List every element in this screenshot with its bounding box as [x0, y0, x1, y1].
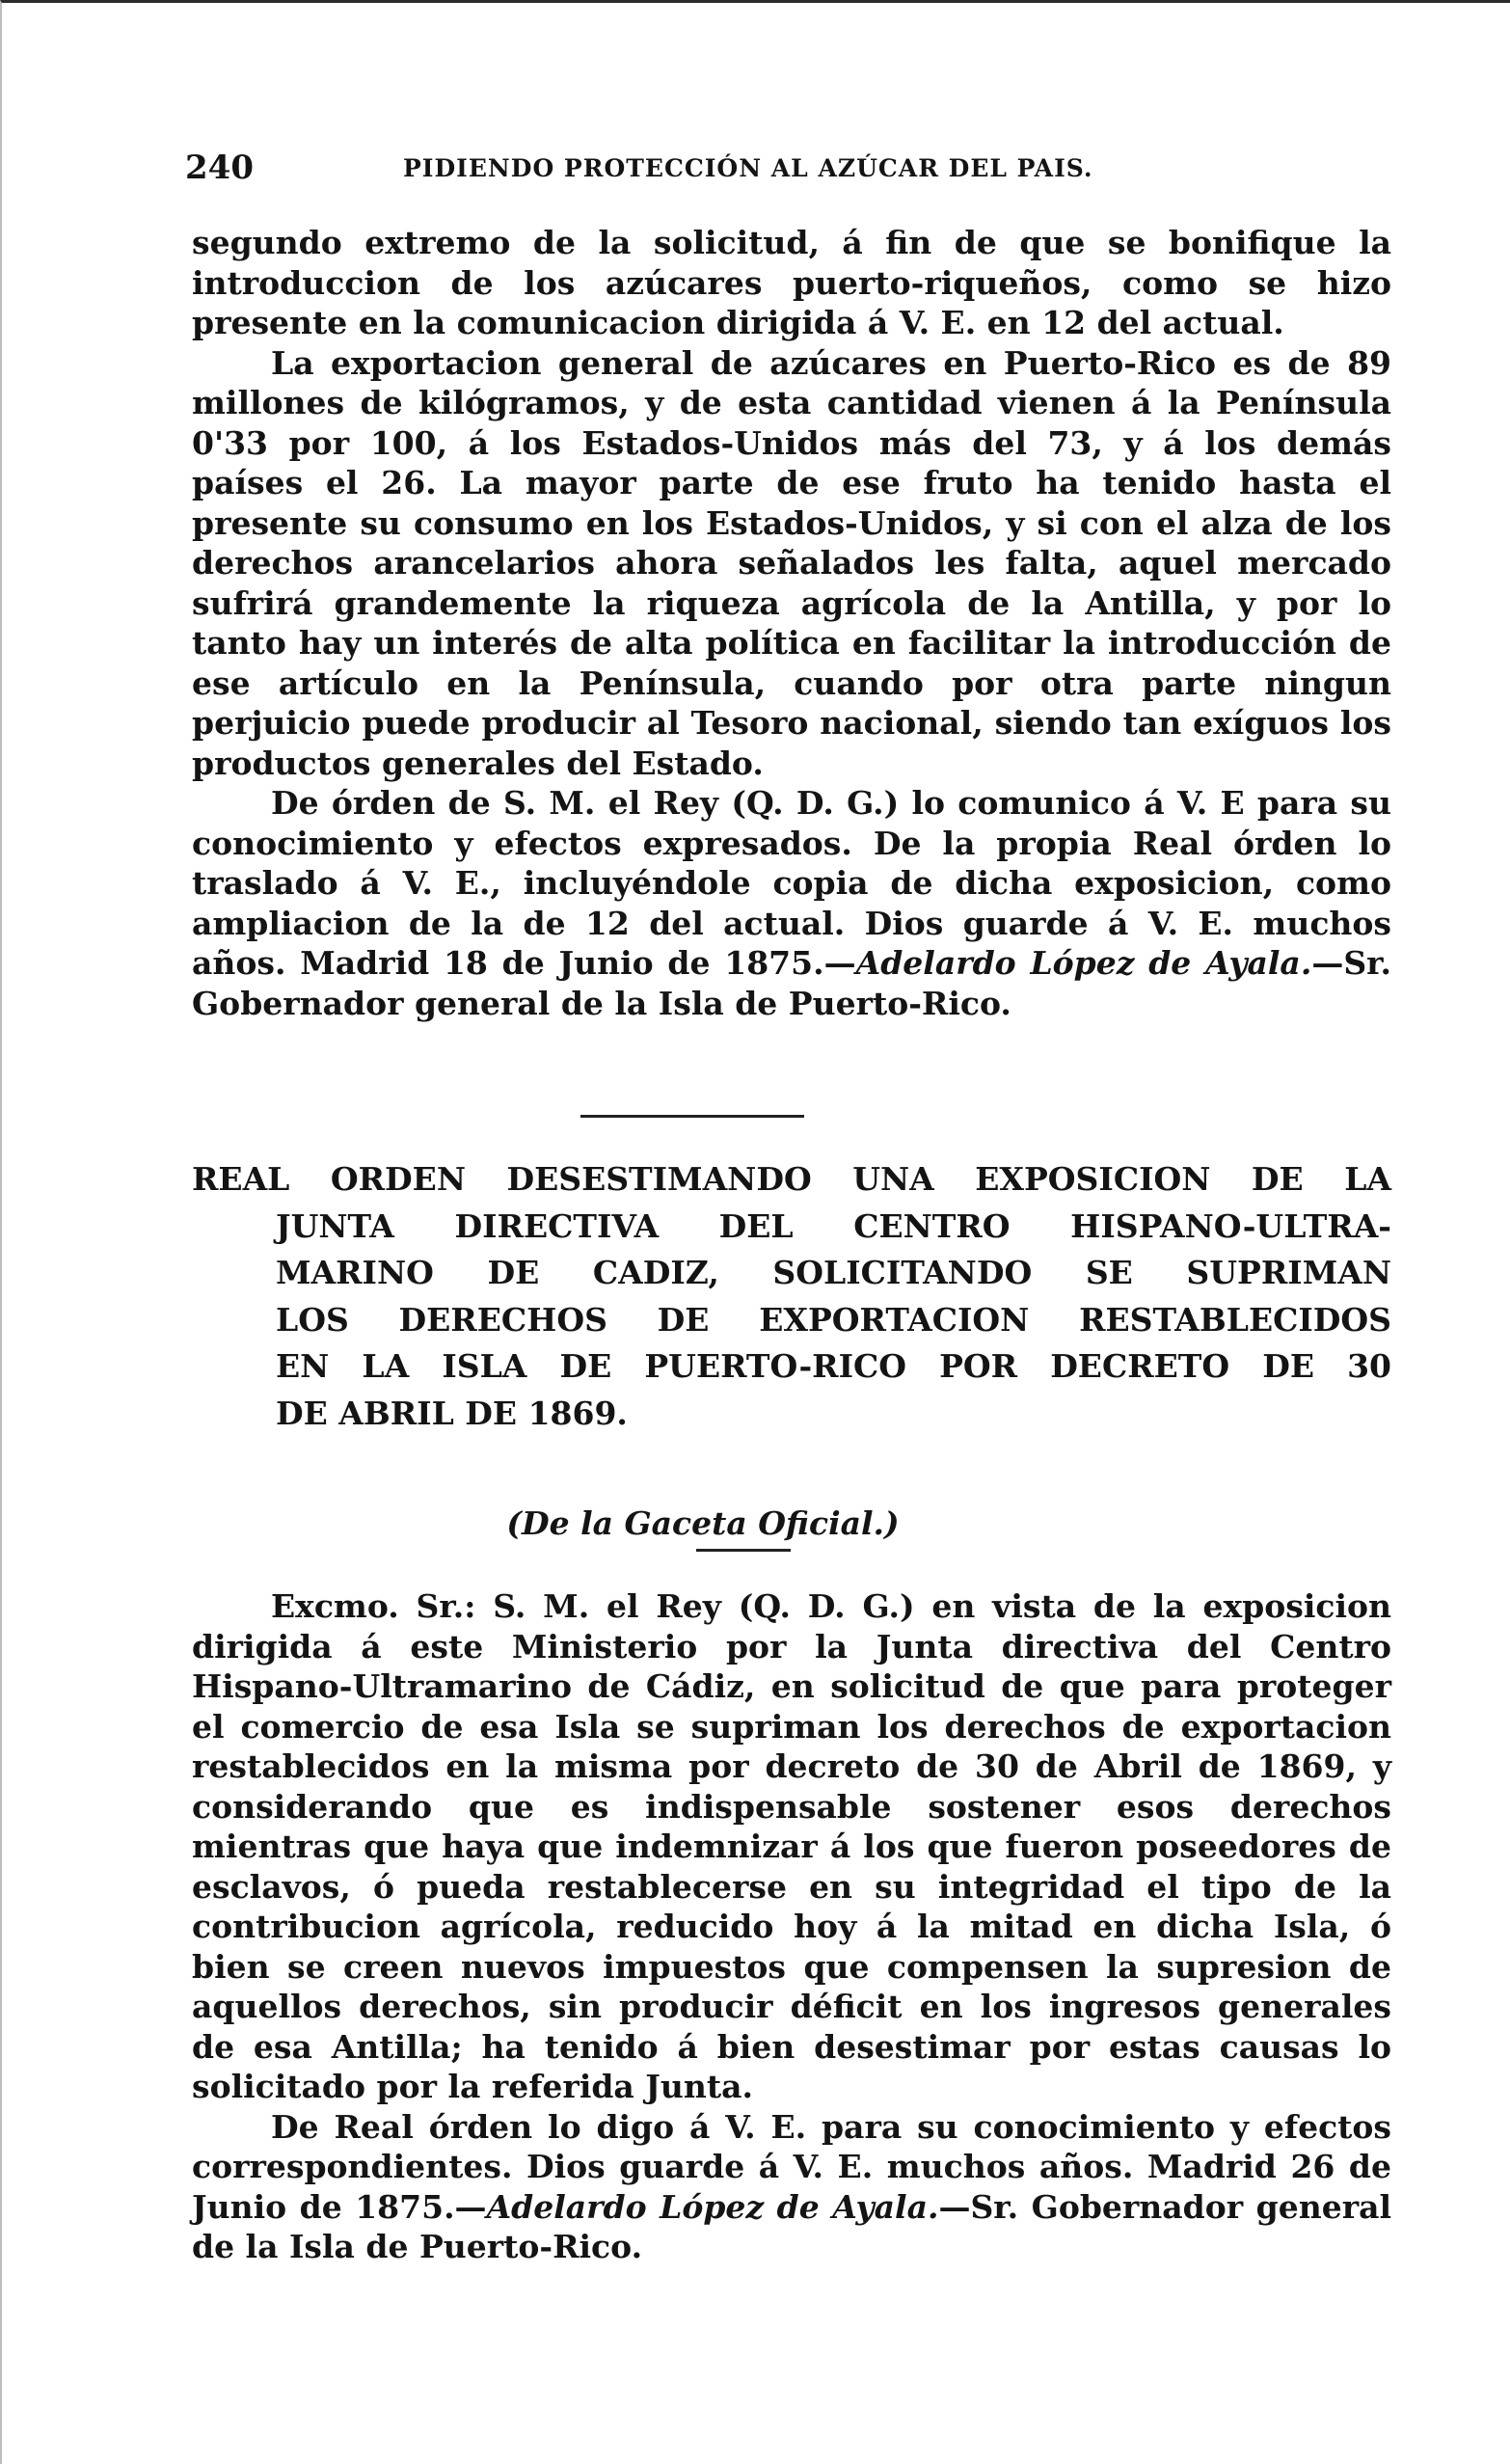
heading-line: JUNTA DIRECTIVA DEL CENTRO HISPANO-ULTRA- — [276, 1206, 1391, 1245]
order-closing-text: De Real órden lo digo á V. E. para su conocimiento y efectos correspondientes. Dios guarde á V. E. muchos años. Madrid 26 de Junio de 1875.— — [192, 2107, 1391, 2226]
letter-closing-text: De órden de S. M. el Rey (Q. D. G.) lo comunico á V. E para su conocimiento y efectos expresados. De la propia Real órden lo traslado á V. E., incluyéndole copia de dicha exposicion, como ampliacion de la de 12 del actual. Dios guarde á V. E. muchos años. Madrid 18 de Junio de 1875.— — [192, 784, 1391, 982]
letter-addressee: —Sr. Gobernador general de la Isla de Puerto-Rico. — [192, 944, 1391, 1022]
source-text: (De la Gaceta Oficial.) — [506, 1504, 900, 1542]
section-divider — [580, 1115, 804, 1118]
source-divider — [696, 1549, 791, 1552]
heading-line: EN LA ISLA DE PUERTO-RICO POR DECRETO DE 30 — [276, 1347, 1391, 1385]
letter-paragraph-3 — [192, 783, 1391, 1023]
order-signature: Adelardo López de Ayala. — [486, 2187, 939, 2226]
order-body — [192, 1586, 1391, 2267]
page-header — [185, 144, 1390, 192]
letter-signature: Adelardo López de Ayala. — [855, 944, 1312, 982]
letter-paragraph-2: La exportacion general de azúcares en Puerto-Rico es de 89 millones de kilógramos, y de esta cantidad vienen á la Península 0'33 por 100, á los Estados-Unidos más del 73, y á los demás países el 26. La mayor parte de ese fruto ha tenido hasta el presente su consumo en los Estados-Unidos, y si con el alza de los derechos arancelarios ahora señalados les falta, aquel mercado sufrirá grandemente la riqueza agrícola de la Antilla, y por lo tanto hay un interés de alta política en facilitar la introducción de ese artículo en la Península, cuando por otra parte ningun perjuicio puede producir al Tesoro nacional, siendo tan exíguos los productos generales del Estado. — [192, 343, 1391, 782]
section-heading — [192, 1156, 1391, 1437]
heading-line: DE ABRIL DE 1869. — [276, 1394, 628, 1432]
order-paragraph-1: Excmo. Sr.: S. M. el Rey (Q. D. G.) en vista de la exposicion dirigida á este Ministerio por la Junta directiva del Centro Hispano-Ultramarino de Cádiz, en solicitud de que para proteger el comercio de esa Isla se supriman los derechos de exportacion restablecidos en la misma por decreto de 30 de Abril de 1869, y considerando que es indispensable sostener esos derechos mientras que haya que indemnizar á los que fueron poseedores de esclavos, ó pueda restablecerse en su integridad el tipo de la contribucion agrícola, reducido hoy á la mitad en dicha Isla, ó bien se creen nuevos impuestos que compensen la supresion de aquellos derechos, sin producir déficit en los ingresos generales de esa Antilla; ha tenido á bien desestimar por estas causas lo solicitado por la referida Junta. — [192, 1587, 1391, 2105]
letter-body — [192, 223, 1391, 1023]
letter-paragraph-1: segundo extremo de la solicitud, á fin de que se bonifique la introduccion de los azúcares puerto-riqueños, como se hizo presente en la comunicacion dirigida á V. E. en 12 del actual. — [192, 224, 1391, 341]
running-title: PIDIENDO PROTECCIÓN AL AZÚCAR DEL PAIS. — [403, 154, 1093, 182]
order-paragraph-2 — [192, 2107, 1391, 2267]
page-number: 240 — [185, 149, 254, 187]
source-citation — [2, 1503, 1510, 1545]
heading-line: LOS DERECHOS DE EXPORTACION RESTABLECIDOS — [276, 1300, 1391, 1339]
order-addressee: —Sr. Gobernador general de la Isla de Puerto-Rico. — [192, 2187, 1392, 2265]
heading-line: REAL ORDEN DESESTIMANDO UNA EXPOSICION DE LA — [192, 1160, 1391, 1198]
heading-line: MARINO DE CADIZ, SOLICITANDO SE SUPRIMAN — [276, 1254, 1391, 1291]
